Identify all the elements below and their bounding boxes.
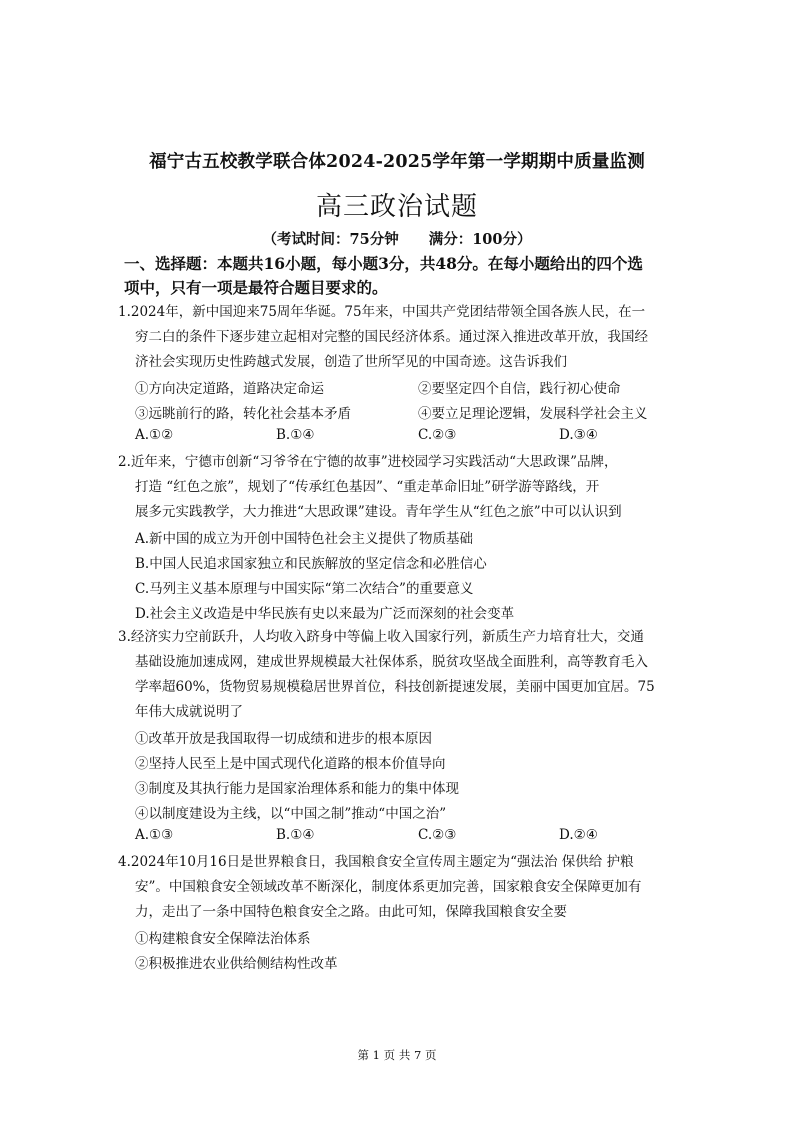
q3-statement-4: ④以制度建设为主线，以“中国之制”推动“中国之治” xyxy=(135,806,447,822)
q2-option-c: C.马列主义基本原理与中国实际“第二次结合”的重要意义 xyxy=(135,581,474,597)
q4-statement-2: ②积极推进农业供给侧结构性改革 xyxy=(135,956,338,972)
q1-option-b: B.①④ xyxy=(276,427,315,443)
q2-option-a: A.新中国的成立为开创中国特色社会主义提供了物质基础 xyxy=(135,531,474,547)
q3-option-d: D.②④ xyxy=(559,827,598,843)
section-heading-line1: 一、选择题：本题共16小题，每小题3分，共48分。在每小题给出的四个选 xyxy=(124,254,643,273)
q4-stem-line1: 4.2024年10月16日是世界粮食日，我国粮食安全宣传周主题定为“强法治 保供给 护粮 xyxy=(118,854,634,870)
q1-statement-4: ④要立足理论逻辑，发展科学社会主义 xyxy=(418,406,648,422)
q3-stem-line2: 基础设施加速成网，建成世界规模最大社保体系，脱贫攻坚战全面胜利，高等教育毛入 xyxy=(135,654,648,670)
q3-option-c: C.②③ xyxy=(418,827,457,843)
exam-info xyxy=(0,228,794,249)
q4-stem-line2: 安”。中国粮食安全领域改革不断深化，制度体系更加完善，国家粮食安全保障更加有 xyxy=(135,879,642,895)
q1-option-c: C.②③ xyxy=(418,427,457,443)
q3-stem-line3: 学率超60%，货物贸易规模稳居世界首位，科技创新提速发展，美丽中国更加宜居。75 xyxy=(135,679,655,695)
full-score: 满分：100分） xyxy=(428,231,532,248)
q2-option-d: D.社会主义改造是中华民族有史以来最为广泛而深刻的社会变革 xyxy=(135,606,515,622)
q1-stem-line2: 穷二白的条件下逐步建立起相对完整的国民经济体系。通过深入推进改革开放，我国经 xyxy=(135,329,648,345)
q3-option-b: B.①④ xyxy=(276,827,315,843)
q4-statement-1: ①构建粮食安全保障法治体系 xyxy=(135,931,311,947)
q3-statement-1: ①改革开放是我国取得一切成绩和进步的根本原因 xyxy=(135,731,432,747)
q1-option-a: A.①② xyxy=(135,427,174,443)
q2-stem-line2: 打造 “红色之旅”，规划了“传承红色基因”、“重走革命旧址”研学游等路线，开 xyxy=(135,479,600,495)
q1-statement-3: ③远眺前行的路，转化社会基本矛盾 xyxy=(135,406,351,422)
q1-stem-line3: 济社会实现历史性跨越式发展，创造了世所罕见的中国奇迹。这告诉我们 xyxy=(135,354,567,370)
q3-option-a: A.①③ xyxy=(135,827,174,843)
q1-option-d: D.③④ xyxy=(559,427,598,443)
page-footer: 第 1 页 共 7 页 xyxy=(357,1048,437,1062)
section-heading-line2: 项中，只有一项是最符合题目要求的。 xyxy=(124,278,388,297)
q3-stem-line1: 3.经济实力空前跃升，人均收入跻身中等偏上收入国家行列，新质生产力培育壮大，交通 xyxy=(118,629,644,645)
exam-title: 福宁古五校教学联合体2024-2025学年第一学期期中质量监测 xyxy=(149,152,645,172)
q2-option-b: B.中国人民追求国家独立和民族解放的坚定信念和必胜信心 xyxy=(135,556,487,572)
q3-stem-line4: 年伟大成就说明了 xyxy=(135,704,243,720)
q2-stem-line1: 2.近年来，宁德市创新“习爷爷在宁德的故事”进校园学习实践活动“大思政课”品牌， xyxy=(118,454,618,470)
q3-statement-2: ②坚持人民至上是中国式现代化道路的根本价值导向 xyxy=(135,756,446,772)
q3-statement-3: ③制度及其执行能力是国家治理体系和能力的集中体现 xyxy=(135,781,459,797)
q1-statement-2: ②要坚定四个自信，践行初心使命 xyxy=(418,381,621,397)
q4-stem-line3: 力，走出了一条中国特色粮食安全之路。由此可知，保障我国粮食安全要 xyxy=(135,904,567,920)
subject-title: 高三政治试题 xyxy=(315,192,478,222)
q2-stem-line3: 展多元实践教学，大力推进“大思政课”建设。青年学生从“红色之旅”中可以认识到 xyxy=(135,504,622,520)
q1-statement-1: ①方向决定道路，道路决定命运 xyxy=(135,381,324,397)
q1-stem-line1: 1.2024年，新中国迎来75周年华诞。75年来，中国共产党团结带领全国各族人民，在一 xyxy=(118,304,646,320)
exam-time: （考试时间：75分钟 xyxy=(262,231,399,248)
